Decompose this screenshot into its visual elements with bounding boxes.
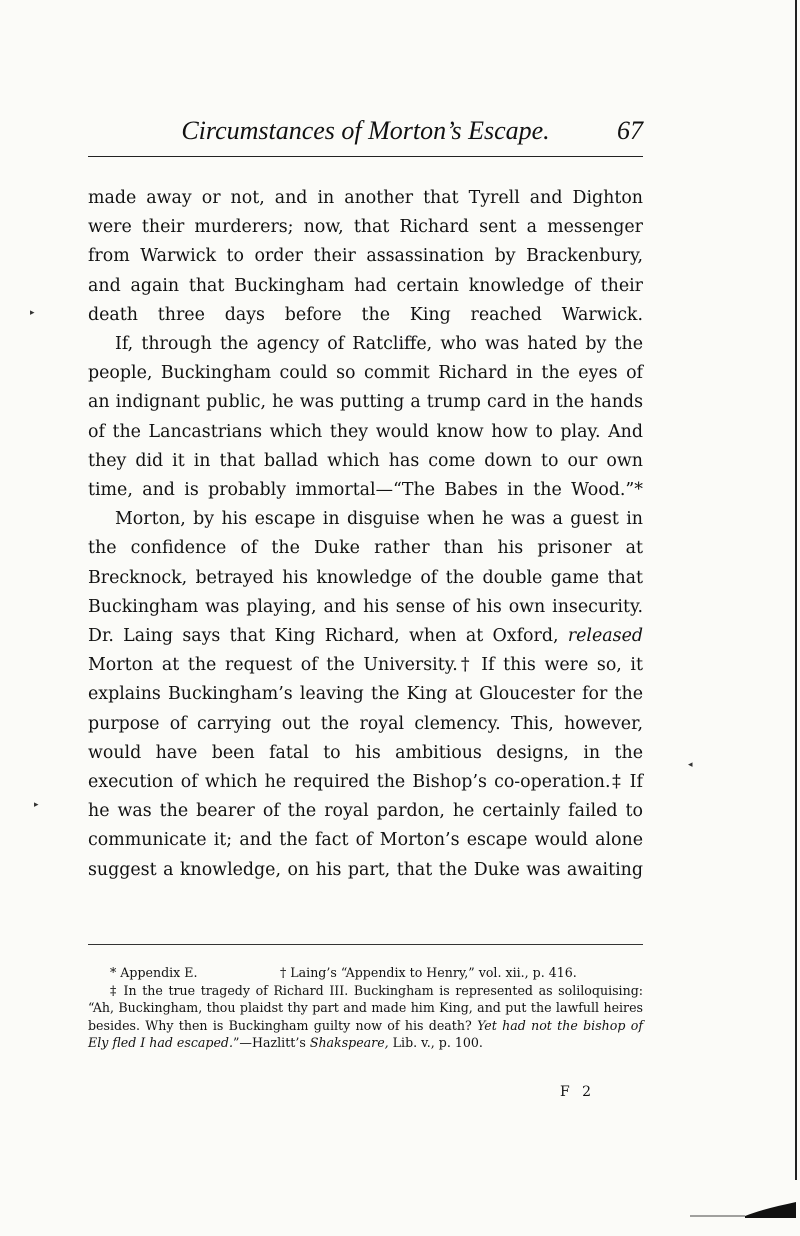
page-corner-shadow xyxy=(690,1190,798,1230)
scan-speck: ▸ xyxy=(34,800,39,810)
paragraph-1: made away or not, and in another that Tyrell and Dighton were their murderers; now, that Richard sent a messenger from Warwick to order their assassination by Brackenbury, and again that Buckingham had certain knowledge of their death three days before the King reached Warwick. xyxy=(88,188,643,325)
footnote-3-part-a: ‡ In the true tragedy of Richard III. Buckingham is represented as soliloquising: “Ah, Buckingham, thou plaidst thy part and made him King, and put the lawfull heires besides. Why then is Buckingham guilty now of his death? xyxy=(88,982,643,1033)
footnote-rule xyxy=(88,944,643,945)
scan-speck: ◂ xyxy=(688,760,693,770)
footnote-3-block xyxy=(88,982,643,1052)
running-title: Circumstances of Morton’s Escape. xyxy=(181,116,550,145)
paragraph-3-part-b: Morton at the request of the University.† If this were so, it explains Buckingham’s leaving the King at Gloucester for the purpose of carrying out the royal clemency. This, however, would have been fatal to his ambitious designs, in the execution of which he required the Bishop’s co-operation.‡ If he was the bearer of the royal pardon, he certainly failed to communicate it; and the fact of Morton’s escape would alone suggest a knowledge, on his part, that the Duke was awaiting xyxy=(88,655,643,880)
emphasis-released: released xyxy=(567,626,644,647)
paragraph-3 xyxy=(88,505,643,885)
page-number: 67 xyxy=(617,116,643,145)
page-edge-line xyxy=(795,0,797,1180)
footnotes xyxy=(88,964,643,1052)
footnote-3-part-c: Lib. v., p. 100. xyxy=(392,1035,483,1051)
footnote-3-source: Shakspeare, xyxy=(309,1035,389,1051)
header-rule xyxy=(88,156,643,157)
footnote-2: † Laing’s “Appendix to Henry,” vol. xii., p. 416. xyxy=(280,965,577,980)
footnote-3 xyxy=(88,982,643,1052)
footnote-1: * Appendix E. xyxy=(110,965,198,980)
paragraph-2: If, through the agency of Ratcliffe, who was hated by the people, Buckingham could so commit Richard in the eyes of an indignant public, he was putting a trump card in the hands of the Lancastrians which they would know how to play. And they did it in that ballad which has come down to our own time, and is probably immortal—“The Babes in the Wood.”* xyxy=(88,334,643,501)
footnote-3-quote: Yet had not the bishop of Ely fled I had escaped. xyxy=(88,1017,643,1051)
body-text xyxy=(88,184,643,885)
paragraph-3-part-a: Morton, by his escape in disguise when he was a guest in the confidence of the Duke rather than his prisoner at Brecknock, betrayed his knowledge of the double game that Buckingham was playing, and his sense of his own insecurity. Dr. Laing says that King Richard, when at Oxford, xyxy=(88,509,643,647)
signature-mark: F 2 xyxy=(560,1084,596,1100)
scan-speck: ▸ xyxy=(30,308,35,318)
footnote-3-part-b: ”—Hazlitt’s xyxy=(232,1035,306,1051)
page-header xyxy=(88,112,643,152)
footnote-row xyxy=(88,964,643,982)
